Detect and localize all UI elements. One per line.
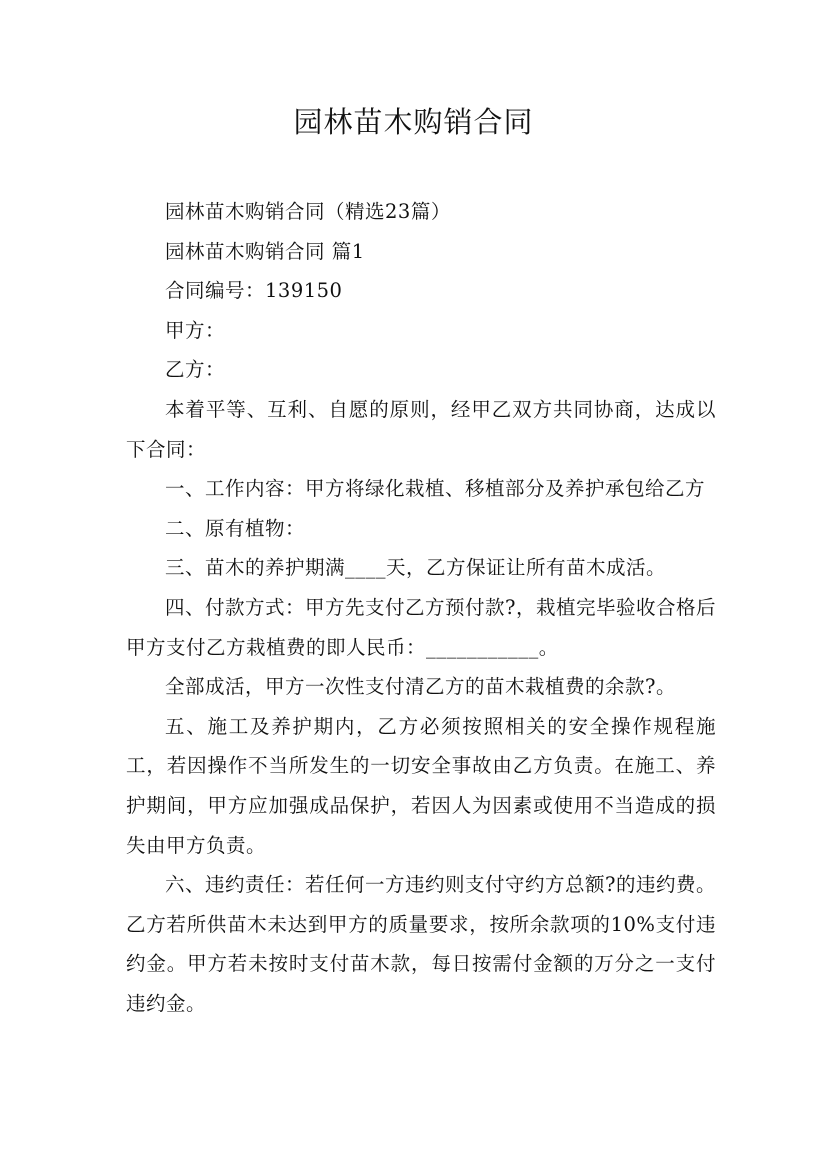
paragraph-party-b: 乙方： <box>165 358 226 382</box>
paragraph-clause-3: 三、苗木的养护期满____天，乙方保证让所有苗木成活。 <box>165 556 667 580</box>
paragraph-clause-4: 四、付款方式：甲方先支付乙方预付款?，栽植完毕验收合格后甲方支付乙方栽植费的即人民币：___________。 <box>126 595 716 659</box>
paragraph-clause-5: 五、施工及养护期内，乙方必须按照相关的安全操作规程施工，若因操作不当所发生的一切安全事故由乙方负责。在施工、养护期间，甲方应加强成品保护，若因人为因素或使用不当造成的损失由甲方负责。 <box>126 714 716 857</box>
paragraph-contract-number: 合同编号：139150 <box>165 279 343 303</box>
paragraph-section-heading: 园林苗木购销合同 篇1 <box>165 239 365 263</box>
document-body <box>126 192 716 1023</box>
paragraph-party-a: 甲方： <box>165 318 226 342</box>
paragraph-clause-4-cont: 全部成活，甲方一次性支付清乙方的苗木栽植费的余款?。 <box>165 675 676 699</box>
paragraph-clause-1: 一、工作内容：甲方将绿化栽植、移植部分及养护承包给乙方 <box>165 477 706 501</box>
paragraph-subtitle: 园林苗木购销合同（精选23篇） <box>165 200 451 223</box>
document-title: 园林苗木购销合同 <box>293 105 534 139</box>
paragraph-preamble: 本着平等、互利、自愿的原则，经甲乙双方共同协商，达成以下合同： <box>126 397 716 461</box>
paragraph-clause-6: 六、违约责任：若任何一方违约则支付守约方总额?的违约费。乙方若所供苗木未达到甲方的质量要求，按所余款项的10%支付违约金。甲方若未按时支付苗木款，每日按需付金额的万分之一支付违约金。 <box>126 873 716 1015</box>
paragraph-clause-2: 二、原有植物： <box>165 516 306 540</box>
